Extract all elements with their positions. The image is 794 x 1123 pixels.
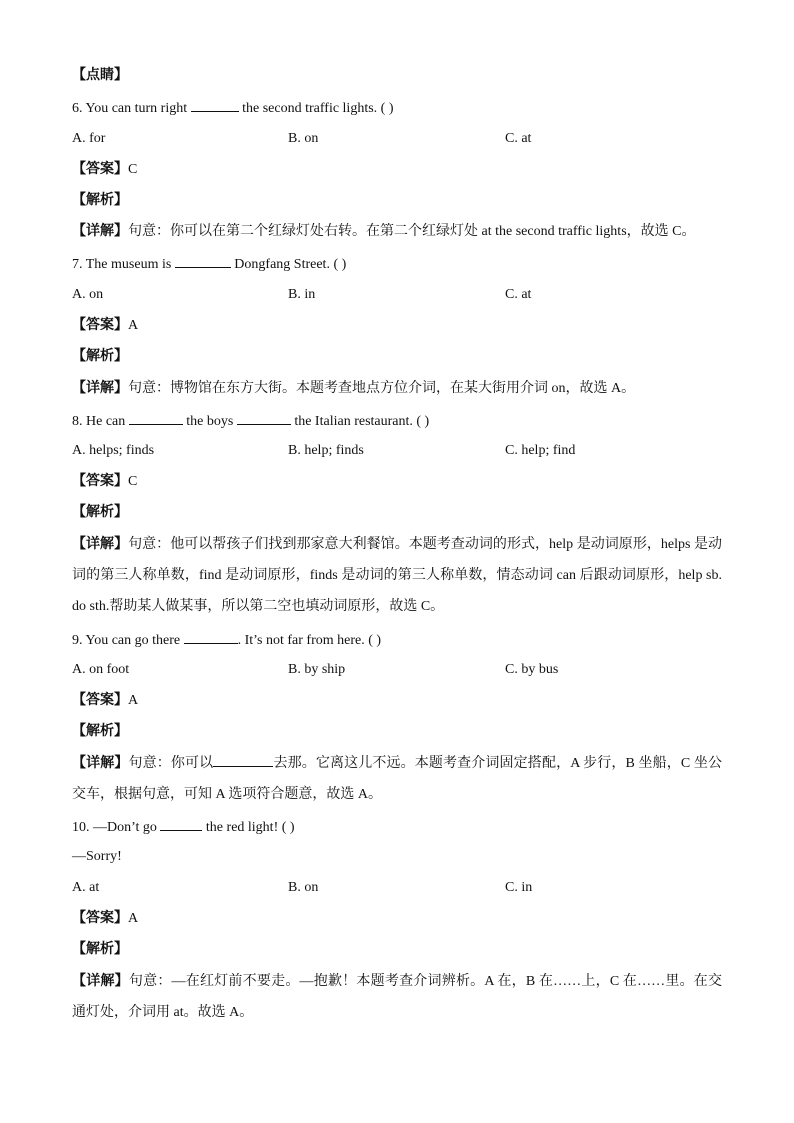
question-8-answer bbox=[72, 473, 137, 491]
detail-line: do sth.帮助某人做某事，所以第二空也填动词原形，故选 C。 bbox=[72, 599, 445, 614]
detail-text: 句意：—在红灯前不要走。—抱歉！本题考查介词辨析。A 在，B 在……上，C 在……里。在交 bbox=[128, 974, 723, 989]
question-8-stem bbox=[72, 411, 429, 431]
answer-tag: 【答案】 bbox=[72, 162, 128, 177]
answer-tag: 【答案】 bbox=[72, 911, 128, 926]
question-10-answer bbox=[72, 910, 138, 928]
question-8-detail bbox=[72, 529, 722, 622]
question-6-answer bbox=[72, 161, 137, 179]
question-6-stem-start: 6. You can turn right bbox=[72, 101, 188, 116]
answer-value: A bbox=[128, 693, 139, 708]
question-9-answer bbox=[72, 692, 138, 710]
question-7-stem-start: 7. The museum is bbox=[72, 257, 172, 272]
option-b: B. on bbox=[288, 880, 319, 895]
answer-value: C bbox=[128, 162, 138, 177]
question-9-stem-start: 9. You can go there bbox=[72, 633, 181, 648]
question-6-detail bbox=[72, 223, 695, 241]
answer-blank bbox=[184, 630, 238, 644]
question-9-stem bbox=[72, 630, 381, 650]
question-10-stem-start: 10. —Don’t go bbox=[72, 820, 157, 835]
analysis-tag: 【解析】 bbox=[72, 724, 128, 739]
answer-blank bbox=[129, 411, 183, 425]
option-b: B. in bbox=[288, 287, 316, 302]
question-7-stem bbox=[72, 254, 346, 274]
answer-tag: 【答案】 bbox=[72, 693, 128, 708]
detail-line bbox=[72, 748, 722, 779]
question-6-stem bbox=[72, 98, 394, 118]
analysis-tag: 【解析】 bbox=[72, 942, 128, 957]
detail-text: 句意：他可以帮孩子们找到那家意大利餐馆。本题考查动词的形式，help 是动词原形，helps 是动 bbox=[128, 537, 722, 552]
option-c: C. in bbox=[505, 880, 533, 895]
answer-tag: 【答案】 bbox=[72, 318, 128, 333]
answer-blank bbox=[213, 753, 273, 767]
question-10-stem bbox=[72, 817, 295, 837]
analysis-tag: 【解析】 bbox=[72, 349, 128, 364]
detail-text: 去那。它离这儿不远。本题考查介词固定搭配，A 步行，B 坐船，C 坐公 bbox=[273, 756, 723, 771]
answer-blank bbox=[237, 411, 291, 425]
question-9-options bbox=[72, 661, 722, 679]
option-b: B. by ship bbox=[288, 662, 346, 677]
question-6-options bbox=[72, 130, 722, 148]
dianjing-tag: 【点睛】 bbox=[72, 68, 128, 83]
question-8-stem-start: 8. He can bbox=[72, 414, 126, 429]
question-7-options bbox=[72, 286, 722, 304]
detail-line: 通灯处，介词用 at。故选 A。 bbox=[72, 1005, 254, 1020]
question-7-detail bbox=[72, 380, 635, 398]
option-b: B. on bbox=[288, 131, 319, 146]
question-9-stem-end: . It’s not far from here. ( ) bbox=[237, 633, 382, 648]
analysis-tag: 【解析】 bbox=[72, 505, 128, 520]
option-a: A. helps; finds bbox=[72, 443, 155, 458]
detail-line: 交车，根据句意，可知 A 选项符合题意，故选 A。 bbox=[72, 787, 382, 802]
question-10-options bbox=[72, 879, 722, 897]
detail-tag: 【详解】 bbox=[72, 381, 128, 396]
detail-tag: 【详解】 bbox=[72, 756, 129, 771]
answer-blank bbox=[160, 817, 202, 831]
analysis-tag: 【解析】 bbox=[72, 193, 128, 208]
answer-value: A bbox=[128, 318, 139, 333]
detail-line: 词的第三人称单数，find 是动词原形，finds 是动词的第三人称单数，情态动词 can 后跟动词原形，help sb. bbox=[72, 568, 722, 583]
answer-value: C bbox=[128, 474, 138, 489]
option-a: A. at bbox=[72, 880, 100, 895]
option-a: A. on foot bbox=[72, 662, 130, 677]
question-10-detail bbox=[72, 966, 722, 1028]
question-8-stem-middle: the boys bbox=[186, 414, 234, 429]
answer-tag: 【答案】 bbox=[72, 474, 128, 489]
option-a: A. on bbox=[72, 287, 104, 302]
detail-text: 句意：你可以 bbox=[128, 756, 214, 771]
option-c: C. at bbox=[505, 287, 532, 302]
option-c: C. at bbox=[505, 131, 532, 146]
option-a: A. for bbox=[72, 131, 106, 146]
question-6-stem-end: the second traffic lights. ( ) bbox=[242, 101, 394, 116]
question-8-options bbox=[72, 442, 722, 460]
question-7-stem-end: Dongfang Street. ( ) bbox=[234, 257, 347, 272]
detail-text: 句意：博物馆在东方大街。本题考查地点方位介词，在某大街用介词 on，故选 A。 bbox=[128, 381, 636, 396]
question-7-answer bbox=[72, 317, 138, 335]
detail-line bbox=[72, 529, 722, 560]
answer-value: A bbox=[128, 911, 139, 926]
answer-blank bbox=[191, 98, 239, 112]
question-10-reply: —Sorry! bbox=[72, 849, 122, 864]
question-8-stem-end: the Italian restaurant. ( ) bbox=[294, 414, 430, 429]
option-b: B. help; finds bbox=[288, 443, 364, 458]
detail-tag: 【详解】 bbox=[72, 537, 129, 552]
detail-tag: 【详解】 bbox=[72, 224, 128, 239]
detail-text: 句意：你可以在第二个红绿灯处右转。在第二个红绿灯处 at the second traffic lights，故选 C。 bbox=[128, 224, 696, 239]
question-10-stem-end: the red light! ( ) bbox=[205, 820, 295, 835]
detail-line bbox=[72, 966, 722, 997]
detail-tag: 【详解】 bbox=[72, 974, 129, 989]
option-c: C. by bus bbox=[505, 662, 559, 677]
option-c: C. help; find bbox=[505, 443, 576, 458]
answer-blank bbox=[175, 254, 231, 268]
question-9-detail bbox=[72, 748, 722, 810]
